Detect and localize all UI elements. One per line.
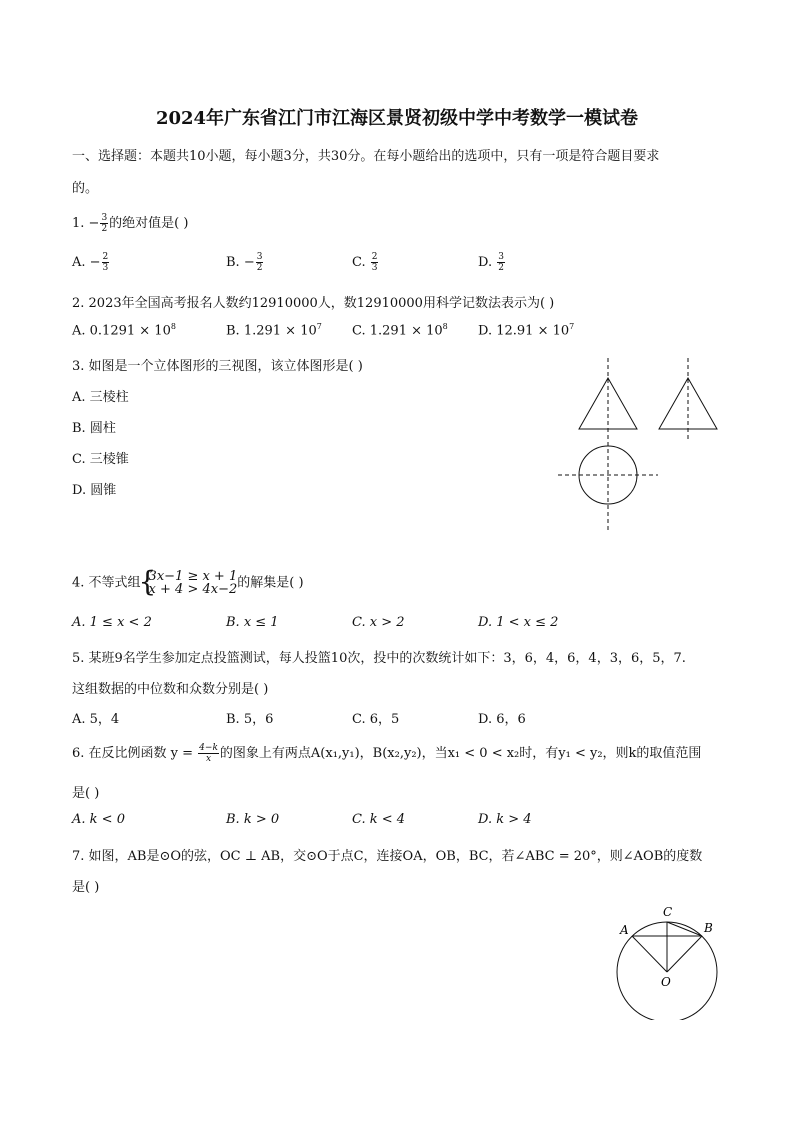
q6-fraction: $\frac{4-k}{x}$ — [199, 743, 218, 764]
three-view-figure — [550, 350, 730, 535]
side-view — [659, 358, 717, 440]
segment-oa — [632, 936, 667, 972]
section-heading-line1: 一、选择题：本题共10小题，每小题3分，共30分。在每小题给出的选项中，只有一项是符合题目要求 — [72, 149, 660, 164]
q4-option-d: D. 1 < x ≤ 2 — [478, 615, 559, 630]
question-6-line2: 是( ) — [72, 786, 100, 801]
question-7-line2: 是( ) — [72, 880, 100, 895]
label-a: A — [620, 923, 629, 937]
q6-prefix: 6. 在反比例函数 y = — [72, 746, 198, 761]
question-2-stem: 2. 2023年全国高考报名人数约12910000人，数12910000用科学记数法表示为( ) — [72, 296, 555, 311]
top-view — [558, 442, 658, 530]
page-title: 2024年广东省江门市江海区景贤初级中学中考数学一模试卷 — [155, 108, 639, 129]
label-o: O — [661, 975, 671, 989]
q1-option-a: A. − $\frac{2}{3}$ — [72, 252, 109, 273]
q2-option-d: D. $12.91 \times 10^7$ — [478, 322, 575, 339]
q1-option-c: C. $\frac{2}{3}$ — [352, 252, 378, 273]
q3-option-d: D. 圆锥 — [72, 483, 117, 498]
q2-option-c: C. $1.291 \times 10^8$ — [352, 322, 448, 339]
question-5-line1: 5. 某班9名学生参加定点投篮测试，每人投篮10次，投中的次数统计如下：3，6，4，6，4，3，6，5，7. — [72, 651, 686, 666]
q4-prefix: 4. 不等式组 — [72, 575, 141, 591]
question-4-stem — [72, 570, 304, 596]
q3-option-b: B. 圆柱 — [72, 421, 116, 436]
q5-option-b: B. 5，6 — [226, 712, 274, 727]
q5-option-c: C. 6，5 — [352, 712, 400, 727]
q4-inequality-system: { 3x−1 ≥ x + 1 x + 4 > 4x−2 — [141, 570, 238, 596]
section-heading-line2: 的。 — [72, 181, 99, 196]
q3-option-c: C. 三棱锥 — [72, 452, 129, 467]
q1-frac-den: 2 — [101, 224, 108, 234]
circle-geometry-figure — [608, 898, 728, 1020]
q2-option-a: A. $0.1291 \times 10^8$ — [72, 322, 176, 339]
question-6-line1 — [72, 742, 701, 764]
q6-option-c: C. k < 4 — [352, 812, 406, 827]
question-5-line2: 这组数据的中位数和众数分别是( ) — [72, 682, 269, 697]
q6-option-a: A. k < 0 — [72, 812, 125, 827]
front-view — [579, 358, 637, 440]
q4-option-b: B. x ≤ 1 — [226, 615, 279, 630]
q4-suffix: 的解集是( ) — [237, 575, 304, 591]
q6-suffix: 的图象上有两点A(x₁,y₁)，B(x₂,y₂)，当x₁ < 0 < x₂时，有y₁ < y₂，则k的取值范围 — [219, 746, 702, 761]
segment-ob — [667, 936, 702, 972]
q1-option-d: D. $\frac{3}{2}$ — [478, 252, 504, 273]
q1-frac-num: 3 — [101, 213, 108, 223]
question-7-line1: 7. 如图，AB是⊙O的弦，OC ⊥ AB，交⊙O于点C，连接OA，OB，BC，若∠ABC = 20°，则∠AOB的度数 — [72, 849, 703, 864]
q1-suffix: 的绝对值是( ) — [109, 216, 189, 231]
segment-bc — [667, 922, 702, 936]
q5-option-a: A. 5，4 — [72, 712, 120, 727]
question-1-stem — [72, 212, 188, 234]
label-c: C — [663, 905, 673, 919]
q1-fraction — [100, 213, 108, 234]
q1-prefix: 1. − — [72, 216, 100, 231]
q2-option-b: B. $1.291 \times 10^7$ — [226, 322, 322, 339]
q6-option-d: D. k > 4 — [478, 812, 532, 827]
q1-option-b: B. − $\frac{3}{2}$ — [226, 252, 263, 273]
label-b: B — [704, 921, 713, 935]
question-3-stem: 3. 如图是一个立体图形的三视图，该立体图形是( ) — [72, 359, 363, 374]
q3-option-a: A. 三棱柱 — [72, 390, 129, 405]
q4-option-a: A. 1 ≤ x < 2 — [72, 615, 152, 630]
q4-option-c: C. x > 2 — [352, 615, 405, 630]
q5-option-d: D. 6，6 — [478, 712, 526, 727]
q6-option-b: B. k > 0 — [226, 812, 280, 827]
